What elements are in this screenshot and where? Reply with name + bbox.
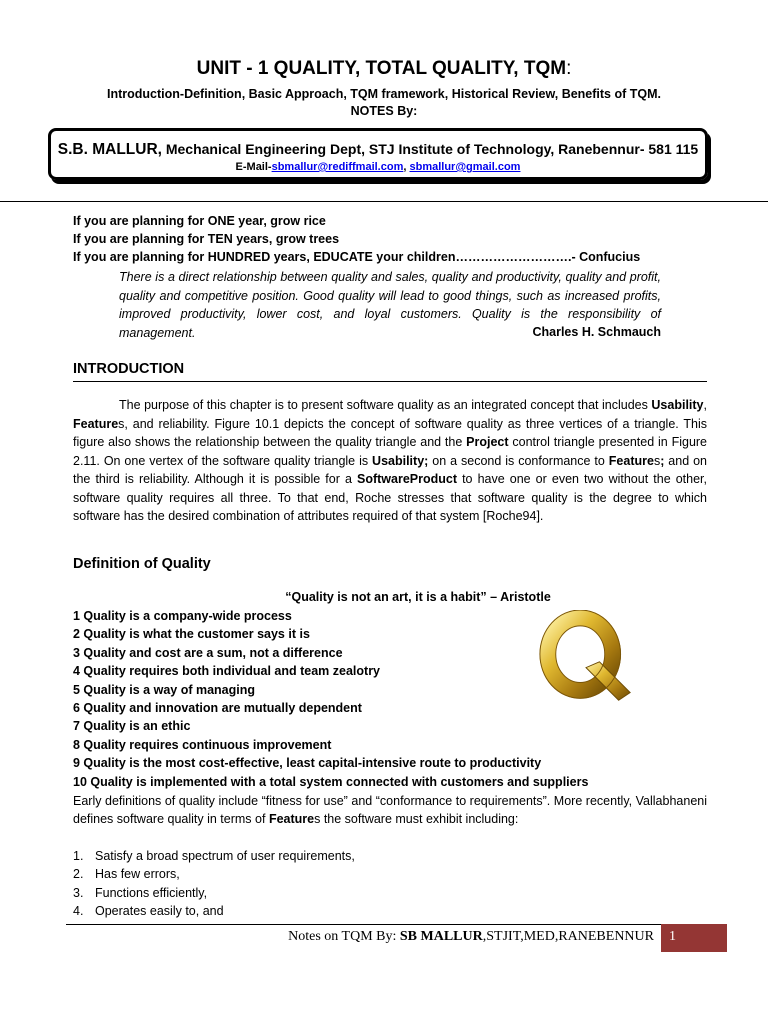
list-item: 9 Quality is the most cost-effective, least capital-intensive route to productivity xyxy=(73,756,542,771)
header-divider xyxy=(0,201,768,202)
page-title: UNIT - 1 QUALITY, TOTAL QUALITY, TQM: xyxy=(196,58,572,79)
subtitle xyxy=(0,86,768,120)
introduction-heading: INTRODUCTION xyxy=(73,361,185,377)
list-item: 8 Quality requires continuous improvement xyxy=(73,737,332,752)
email-line: E-Mail-sbmallur@rediffmail.com, sbmallur@gmail.com xyxy=(235,161,521,173)
author-line xyxy=(51,141,705,159)
list-item: 3 Quality and cost are a sum, not a difference xyxy=(73,645,343,660)
author-name: S.B. MALLUR, xyxy=(57,141,162,158)
email-link-gmail[interactable]: sbmallur@gmail.com xyxy=(409,161,521,173)
list-item: 6 Quality and innovation are mutually dependent xyxy=(73,701,362,716)
list-item: 2 Quality is what the customer says it is xyxy=(73,627,310,642)
author-box xyxy=(48,128,708,180)
footer-text: Notes on TQM By: SB MALLUR,STJIT,MED,RANEBENNUR xyxy=(288,929,654,944)
quote-line-2: If you are planning for TEN years, grow trees xyxy=(73,232,340,246)
software-quality-list xyxy=(73,847,355,920)
schmauch-quote: There is a direct relationship between quality and sales, quality and productivity, quality and profit, quality and competitive position. Good quality will lead to good things, such as increased profits, improved productivity, lower cost, and loyal customers. Quality is the responsibility of management. xyxy=(119,270,661,340)
footer-rule xyxy=(66,924,662,925)
list-item: 7 Quality is an ethic xyxy=(73,719,191,734)
page-number: 1 xyxy=(661,924,727,952)
definition-heading: Definition of Quality xyxy=(73,556,211,572)
author-affiliation: Mechanical Engineering Dept, STJ Institute of Technology, Ranebennur- 581 115 xyxy=(161,141,699,157)
gold-q-logo-icon xyxy=(538,610,634,706)
list-item: 1 Quality is a company-wide process xyxy=(73,609,292,623)
list-item: 10 Quality is implemented with a total system connected with customers and suppliers xyxy=(73,774,589,789)
list-item: 2. Has few errors, xyxy=(73,867,180,882)
list-item: 5 Quality is a way of managing xyxy=(73,682,255,697)
introduction-rule xyxy=(73,381,707,382)
schmauch-attribution: Charles H. Schmauch xyxy=(532,325,661,339)
list-item: 3. Functions efficiently, xyxy=(73,885,208,900)
list-item: 4 Quality requires both individual and team zealotry xyxy=(73,664,381,679)
quality-definitions-list xyxy=(73,607,588,791)
quote-line-3: If you are planning for HUNDRED years, EDUCATE your children……………………….- Confucius xyxy=(73,250,641,264)
aristotle-quote: “Quality is not an art, it is a habit” – Aristotle xyxy=(285,590,551,604)
subtitle-topics: Introduction-Definition, Basic Approach, TQM framework, Historical Review, Benefits of TQM. xyxy=(107,87,661,101)
list-item: 1. Satisfy a broad spectrum of user requirements, xyxy=(73,849,355,863)
list-item: 4. Operates easily to, and xyxy=(73,903,224,918)
quote-line-1: If you are planning for ONE year, grow rice xyxy=(73,214,326,228)
email-link-rediffmail[interactable]: sbmallur@rediffmail.com xyxy=(271,161,404,173)
introduction-paragraph: The purpose of this chapter is to present software quality as an integrated concept that includes Usability, Features, and reliability. Figure 10.1 depicts the concept of software quality as three vertices of a triangle. This figure also shows the relationship between the quality triangle and the Project control triangle presented in Figure 2.11. On one vertex of the software quality triangle is Usability; on a second is conformance to Features; and on the third is reliability. Although it is possible for a SoftwareProduct to have one or even two without the other, software quality requires all three. To that end, Roche stresses that software quality is the degree to which software has the desired combination of attributes required of that system [Roche94]. xyxy=(73,398,708,523)
notes-by: NOTES By: xyxy=(350,104,418,118)
early-definitions-paragraph: Early definitions of quality include “fitness for use” and “conformance to requirements”. More recently, Vallabhaneni defines software quality in terms of Features the software must exhibit including: xyxy=(73,794,707,826)
